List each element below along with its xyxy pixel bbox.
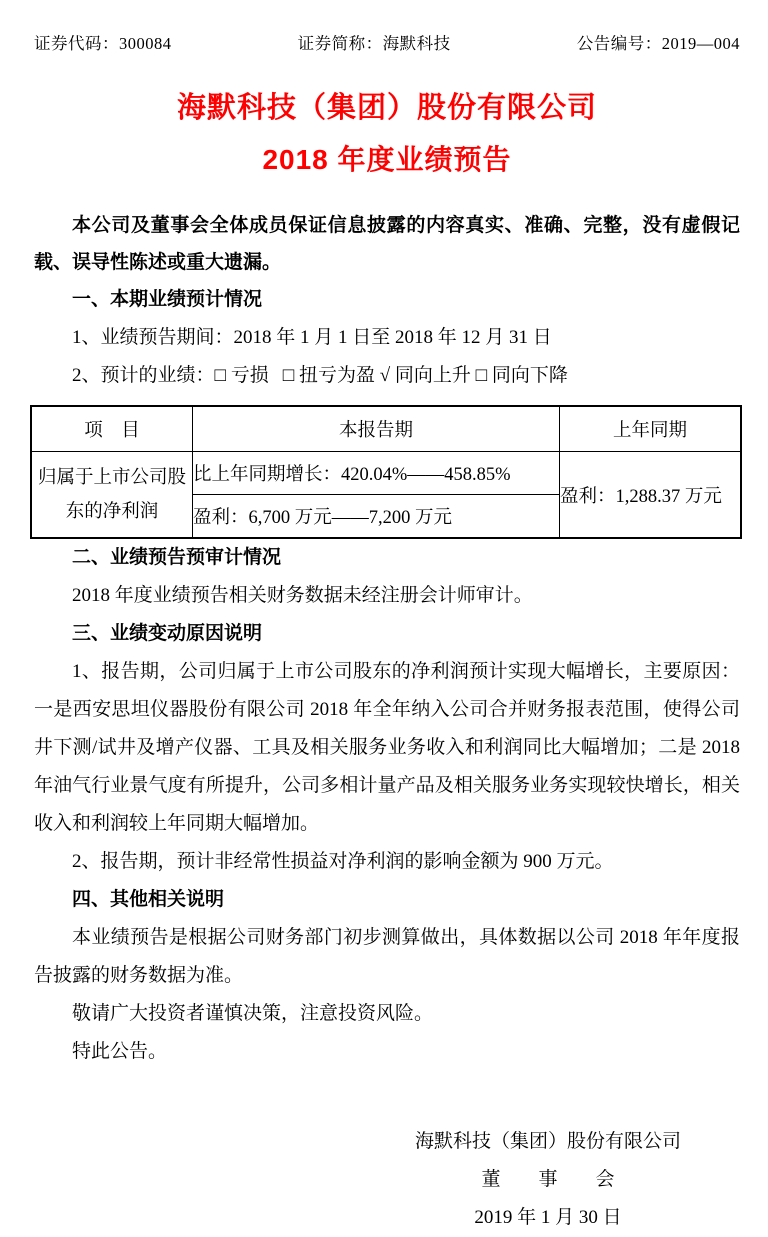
forecast-table	[30, 405, 742, 539]
reason-paragraph: 1、报告期，公司归属于上市公司股东的净利润预计实现大幅增长，主要原因：一是西安思坦仪器股份有限公司 2018 年全年纳入公司合并财务报表范围，使得公司井下测/试井及增产仪器、工具及相关服务业务收入和利润同比大幅增加；二是 2018 年油气行业景气度有所提升，公司多相计量产品及相关服务业务实现较快增长，相关收入和利润较上年同期大幅增加。	[34, 661, 740, 835]
page-title-report: 2018 年度业绩预告	[262, 144, 512, 176]
stock-name: 证券简称：海默科技	[297, 34, 451, 53]
signature-block	[398, 1123, 698, 1237]
stock-code: 证券代码：300084	[34, 34, 172, 53]
disclaimer-statement: 本公司及董事会全体成员保证信息披露的内容真实、准确、完整，没有虚假记载、误导性陈述或重大遗漏。	[34, 215, 740, 274]
option-loss: □ 亏损	[214, 365, 269, 387]
signature-board: 董 事 会	[481, 1169, 615, 1191]
signature-company: 海默科技（集团）股份有限公司	[414, 1131, 681, 1153]
page-title-company: 海默科技（集团）股份有限公司	[176, 92, 597, 124]
forecast-type-line	[34, 357, 740, 395]
table-header-row	[31, 406, 741, 452]
growth-range-cell: 比上年同期增长：420.04%——458.85%	[193, 452, 560, 495]
header-item: 项 目	[31, 406, 193, 452]
header-current-period: 本报告期	[193, 406, 560, 452]
option-turnaround: □ 扭亏为盈	[282, 365, 375, 387]
securities-header	[34, 30, 740, 54]
section-1-heading: 一、本期业绩预计情况	[72, 289, 263, 311]
prior-year-profit-cell: 盈利：1,288.37 万元	[560, 452, 742, 539]
profit-range-cell: 盈利：6,700 万元——7,200 万元	[193, 495, 560, 539]
risk-notice: 敬请广大投资者谨慎决策，注意投资风险。	[72, 1003, 434, 1025]
header-prior-period: 上年同期	[560, 406, 742, 452]
section-2-heading: 二、业绩预告预审计情况	[72, 547, 282, 569]
non-recurring-paragraph: 2、报告期，预计非经常性损益对净利润的影响金额为 900 万元。	[72, 851, 614, 873]
signature-date: 2019 年 1 月 30 日	[474, 1207, 622, 1229]
option-same-direction-up: √ 同向上升	[379, 365, 471, 387]
audit-note: 2018 年度业绩预告相关财务数据未经注册会计师审计。	[72, 585, 533, 607]
forecast-period-line: 1、业绩预告期间：2018 年 1 月 1 日至 2018 年 12 月 31 日	[72, 327, 552, 349]
closing-line: 特此公告。	[72, 1041, 168, 1063]
section-3-heading: 三、业绩变动原因说明	[72, 623, 263, 645]
table-row	[31, 452, 741, 495]
announcement-number: 公告编号：2019—004	[576, 34, 740, 53]
section-4-heading: 四、其他相关说明	[72, 889, 225, 911]
net-profit-label-cell: 归属于上市公司股东的净利润	[31, 452, 193, 539]
option-same-direction-down: □ 同向下降	[475, 365, 568, 387]
basis-paragraph: 本业绩预告是根据公司财务部门初步测算做出，具体数据以公司 2018 年年度报告披露的财务数据为准。	[34, 927, 740, 987]
forecast-type-prefix: 2、预计的业绩：	[72, 365, 215, 387]
